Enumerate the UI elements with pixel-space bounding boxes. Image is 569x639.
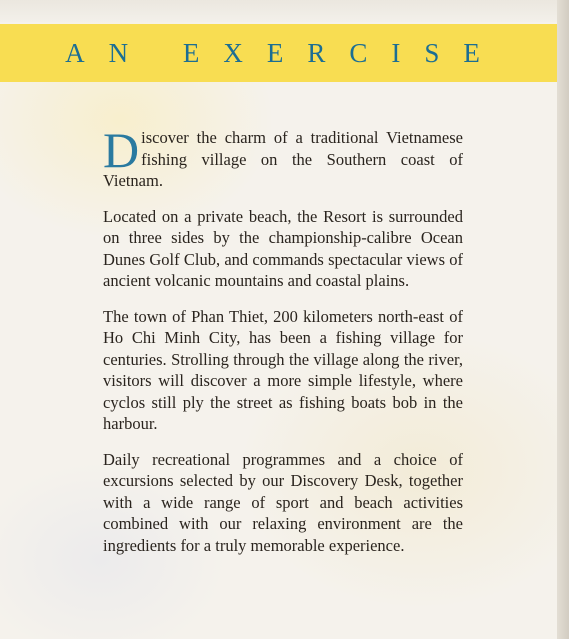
paragraph-intro: [103, 122, 463, 192]
drop-cap: D: [103, 122, 140, 178]
title-band: [0, 24, 557, 82]
page-title: AN EXERCISE: [65, 37, 504, 68]
paragraph-location: Located on a private beach, the Resort is surrounded on three sides by the championship-calibre Ocean Dunes Golf Club, and commands spectacular views of ancient volcanic mountains and coastal plains.: [103, 206, 463, 290]
paragraph-activities: Daily recreational programmes and a choice of excursions selected by our Discovery Desk, together with a wide range of sport and beach activities combined with our relaxing environment are the ingredients for a truly memorable experience.: [103, 449, 463, 555]
body-text: [103, 122, 463, 570]
paragraph-intro-text: iscover the charm of a traditional Vietnamese fishing village on the Southern coast of Vietnam.: [103, 128, 463, 190]
page-right-edge: [557, 0, 569, 639]
paragraph-town: The town of Phan Thiet, 200 kilometers north-east of Ho Chi Minh City, has been a fishing village for centuries. Strolling through the village along the river, visitors will discover a more simple lifestyle, where cyclos still ply the street as fishing boats bob in the harbour.: [103, 306, 463, 433]
page-top-edge: [0, 0, 569, 22]
